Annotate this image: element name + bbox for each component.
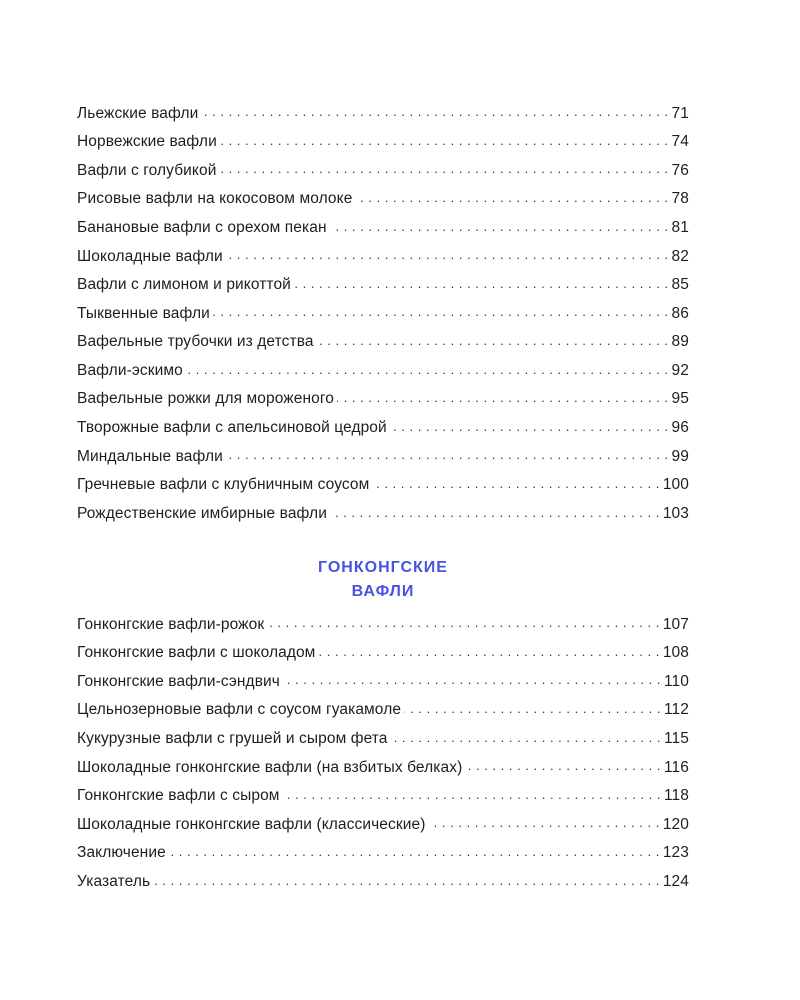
- toc-entry[interactable]: [77, 99, 689, 128]
- toc-dot-leader: [201, 105, 668, 121]
- toc-dot-leader: [267, 616, 660, 632]
- toc-dot-leader: [317, 334, 669, 350]
- toc-dot-leader: [404, 702, 661, 718]
- toc-dot-leader: [220, 134, 669, 150]
- toc-entry[interactable]: [77, 867, 689, 896]
- toc-entry-title: Творожные вафли с апельсиновой цедрой: [77, 419, 387, 437]
- toc-entry[interactable]: [77, 271, 689, 300]
- toc-entry-page: 103: [662, 504, 689, 522]
- toc-entry-page: 123: [662, 844, 689, 862]
- toc-entry-title: Норвежские вафли: [77, 133, 217, 151]
- toc-dot-leader: [318, 645, 659, 661]
- toc-entry-title: Вафельные рожки для мороженого: [77, 390, 334, 408]
- toc-dot-leader: [294, 277, 669, 293]
- toc-entry-page: 116: [663, 758, 689, 776]
- toc-dot-leader: [390, 420, 669, 436]
- toc-entry-title: Заключение: [77, 844, 166, 862]
- toc-entry[interactable]: [77, 810, 689, 839]
- toc-entry-page: 76: [671, 161, 689, 179]
- toc-dot-leader: [355, 191, 668, 207]
- toc-entry-page: 92: [671, 361, 689, 379]
- toc-entry-page: 112: [663, 701, 689, 719]
- toc-entry-title: Кукурузные вафли с грушей и сыром фета: [77, 729, 388, 747]
- toc-entry[interactable]: [77, 696, 689, 725]
- toc-entry-title: Шоколадные гонконгские вафли (классические): [77, 815, 426, 833]
- toc-entry[interactable]: [77, 667, 689, 696]
- toc-dot-leader: [465, 759, 661, 775]
- toc-entry[interactable]: [77, 128, 689, 157]
- toc-entry-page: 89: [671, 333, 689, 351]
- toc-entry-title: Указатель: [77, 872, 151, 890]
- toc-entry[interactable]: [77, 156, 689, 185]
- toc-entry[interactable]: [77, 385, 689, 414]
- toc-dot-leader: [226, 448, 669, 464]
- toc-entry[interactable]: [77, 610, 689, 639]
- toc-entry-page: 100: [662, 476, 689, 494]
- toc-dot-leader: [283, 788, 661, 804]
- toc-entry-page: 120: [662, 815, 689, 833]
- toc-entry-title: Шоколадные вафли: [77, 247, 223, 265]
- toc-entry[interactable]: [77, 299, 689, 328]
- toc-entry[interactable]: [77, 782, 689, 811]
- section-heading-line2: ВАФЛИ: [351, 583, 415, 600]
- toc-entry-page: 108: [662, 644, 689, 662]
- toc-entry-title: Вафли с голубикой: [77, 161, 217, 179]
- toc-dot-leader: [337, 391, 669, 407]
- toc-entry-page: 124: [662, 872, 689, 890]
- toc-entry-page: 71: [671, 104, 689, 122]
- toc-entry-page: 86: [671, 304, 689, 322]
- toc-dot-leader: [372, 477, 659, 493]
- toc-entry-title: Гонконгские вафли-рожок: [77, 615, 265, 633]
- toc-entry-page: 78: [671, 190, 689, 208]
- toc-entry-page: 110: [663, 672, 689, 690]
- section-heading-line1: ГОНКОНГСКИЕ: [318, 559, 448, 576]
- toc-entry-page: 82: [671, 247, 689, 265]
- toc-entry[interactable]: [77, 724, 689, 753]
- toc-dot-leader: [169, 845, 660, 861]
- toc-entry-title: Льежские вафли: [77, 104, 199, 122]
- toc-entry[interactable]: [77, 442, 689, 471]
- toc-entry-page: 96: [671, 419, 689, 437]
- toc-entry-title: Банановые вафли с орехом пекан: [77, 218, 327, 236]
- toc-entry[interactable]: [77, 185, 689, 214]
- toc-entry[interactable]: [77, 499, 689, 528]
- toc-entry-title: Гонконгские вафли с сыром: [77, 787, 280, 805]
- toc-entry-title: Цельнозерновые вафли с соусом гуакамоле: [77, 701, 402, 719]
- toc-entry-page: 115: [663, 729, 689, 747]
- toc-entry-page: 74: [671, 133, 689, 151]
- toc-entry-title: Вафли-эскимо: [77, 361, 183, 379]
- toc-entry-title: Шоколадные гонконгские вафли (на взбитых белках): [77, 758, 463, 776]
- toc-dot-leader: [219, 162, 668, 178]
- toc-entry-title: Тыквенные вафли: [77, 304, 210, 322]
- toc-entry-title: Гонконгские вафли с шоколадом: [77, 644, 316, 662]
- toc-dot-leader: [330, 220, 669, 236]
- toc-entry[interactable]: [77, 414, 689, 443]
- toc-entry-page: 81: [671, 218, 689, 236]
- toc-dot-leader: [186, 363, 669, 379]
- toc-entry-title: Гречневые вафли с клубничным соусом: [77, 476, 370, 494]
- toc-entry-page: 85: [671, 276, 689, 294]
- toc-entry-title: Рисовые вафли на кокосовом молоке: [77, 190, 353, 208]
- toc-entry-page: 95: [671, 390, 689, 408]
- toc-entry[interactable]: [77, 471, 689, 500]
- toc-list-part2: [77, 610, 689, 896]
- toc-entry-page: 99: [671, 447, 689, 465]
- toc-entry-title: Рождественские имбирные вафли: [77, 504, 327, 522]
- toc-entry-title: Вафли с лимоном и рикоттой: [77, 276, 291, 294]
- toc-entry[interactable]: [77, 356, 689, 385]
- toc-entry[interactable]: [77, 213, 689, 242]
- toc-entry[interactable]: [77, 242, 689, 271]
- toc-entry-title: Гонконгские вафли-сэндвич: [77, 672, 280, 690]
- toc-dot-leader: [428, 816, 659, 832]
- toc-entry-page: 107: [662, 615, 689, 633]
- toc-dot-leader: [330, 506, 660, 522]
- toc-dot-leader: [226, 248, 669, 264]
- toc-entry[interactable]: [77, 639, 689, 668]
- section-heading: [0, 556, 766, 604]
- toc-entry-title: Миндальные вафли: [77, 447, 223, 465]
- toc-dot-leader: [213, 305, 669, 321]
- toc-entry[interactable]: [77, 328, 689, 357]
- toc-entry[interactable]: [77, 839, 689, 868]
- toc-dot-leader: [283, 673, 661, 689]
- toc-entry-title: Вафельные трубочки из детства: [77, 333, 314, 351]
- toc-dot-leader: [391, 731, 661, 747]
- toc-list-part1: [77, 99, 689, 528]
- toc-entry[interactable]: [77, 753, 689, 782]
- toc-dot-leader: [153, 874, 660, 890]
- toc-entry-page: 118: [663, 787, 689, 805]
